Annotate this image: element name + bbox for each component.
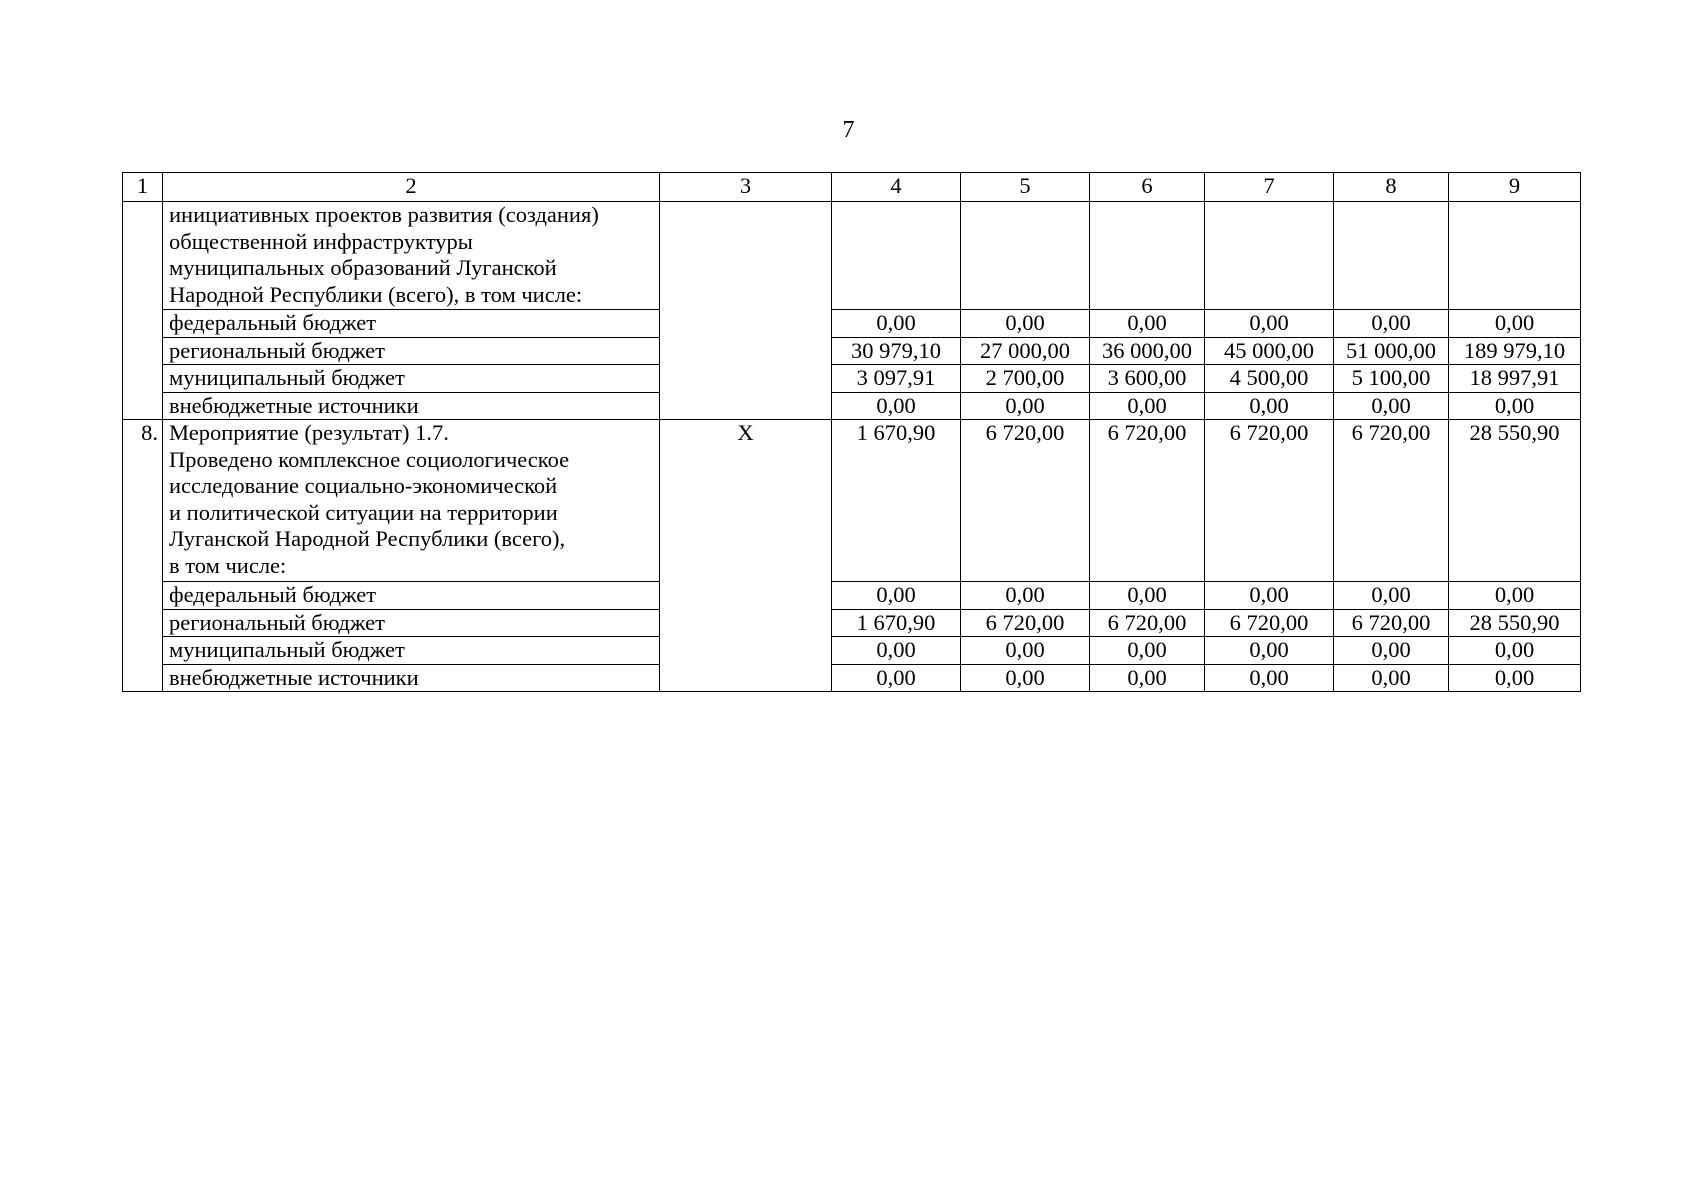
funding-source-label: муниципальный бюджет bbox=[163, 365, 660, 393]
table-row bbox=[123, 420, 1581, 582]
value-cell: 6 720,00 bbox=[1090, 420, 1205, 582]
value-cell: 6 720,00 bbox=[1334, 609, 1449, 637]
value-cell: 0,00 bbox=[1205, 664, 1334, 692]
value-cell: 0,00 bbox=[1449, 637, 1581, 665]
value-cell: 1 670,90 bbox=[832, 609, 961, 637]
value-cell: 0,00 bbox=[1090, 392, 1205, 420]
value-cell: 36 000,00 bbox=[1090, 337, 1205, 365]
description-line: муниципальных образований Луганской bbox=[169, 255, 557, 280]
value-cell: 0,00 bbox=[1090, 310, 1205, 338]
row-number: 8. bbox=[123, 420, 163, 692]
value-cell: 0,00 bbox=[961, 664, 1090, 692]
description-line: Народной Республики (всего), в том числе: bbox=[169, 281, 583, 307]
value-cell bbox=[832, 202, 961, 310]
value-cell: 45 000,00 bbox=[1205, 337, 1334, 365]
description-line: Мероприятие (результат) 1.7. bbox=[169, 420, 449, 445]
value-cell: 1 670,90 bbox=[832, 420, 961, 582]
table-row bbox=[123, 310, 1581, 338]
value-cell: 0,00 bbox=[1449, 310, 1581, 338]
funding-source-label: муниципальный бюджет bbox=[163, 637, 660, 665]
value-cell bbox=[1090, 202, 1205, 310]
value-cell: 51 000,00 bbox=[1334, 337, 1449, 365]
description-line: Проведено комплексное социологическое bbox=[169, 446, 570, 472]
budget-table bbox=[122, 172, 1581, 692]
value-cell: 0,00 bbox=[1090, 637, 1205, 665]
description-line: в том числе: bbox=[169, 552, 287, 578]
value-cell: 0,00 bbox=[1449, 664, 1581, 692]
col3-cell: Х bbox=[660, 420, 832, 692]
description-line: общественной инфраструктуры bbox=[169, 228, 473, 254]
value-cell: 30 979,10 bbox=[832, 337, 961, 365]
table-row bbox=[123, 664, 1581, 692]
value-cell: 27 000,00 bbox=[961, 337, 1090, 365]
value-cell: 6 720,00 bbox=[1205, 609, 1334, 637]
table-row bbox=[123, 582, 1581, 610]
table-row bbox=[123, 337, 1581, 365]
value-cell: 189 979,10 bbox=[1449, 337, 1581, 365]
header-cell: 4 bbox=[832, 173, 961, 202]
value-cell: 4 500,00 bbox=[1205, 365, 1334, 393]
value-cell bbox=[1449, 202, 1581, 310]
value-cell: 0,00 bbox=[1205, 392, 1334, 420]
header-cell: 5 bbox=[961, 173, 1090, 202]
value-cell: 0,00 bbox=[961, 637, 1090, 665]
value-cell: 0,00 bbox=[1205, 582, 1334, 610]
header-cell: 1 bbox=[123, 173, 163, 202]
funding-source-label: внебюджетные источники bbox=[163, 664, 660, 692]
table-row bbox=[123, 392, 1581, 420]
value-cell: 0,00 bbox=[1205, 310, 1334, 338]
funding-source-label: федеральный бюджет bbox=[163, 582, 660, 610]
value-cell: 0,00 bbox=[1090, 582, 1205, 610]
value-cell: 0,00 bbox=[961, 310, 1090, 338]
value-cell: 6 720,00 bbox=[1334, 420, 1449, 582]
page-number: 7 bbox=[842, 117, 855, 143]
header-cell: 6 bbox=[1090, 173, 1205, 202]
value-cell: 0,00 bbox=[1334, 637, 1449, 665]
value-cell: 6 720,00 bbox=[1205, 420, 1334, 582]
value-cell: 0,00 bbox=[961, 392, 1090, 420]
value-cell: 0,00 bbox=[832, 310, 961, 338]
value-cell: 2 700,00 bbox=[961, 365, 1090, 393]
header-cell: 7 bbox=[1205, 173, 1334, 202]
value-cell: 0,00 bbox=[1449, 392, 1581, 420]
value-cell: 0,00 bbox=[832, 582, 961, 610]
value-cell: 28 550,90 bbox=[1449, 609, 1581, 637]
item-description bbox=[163, 420, 660, 582]
value-cell: 6 720,00 bbox=[961, 609, 1090, 637]
header-cell: 3 bbox=[660, 173, 832, 202]
value-cell: 0,00 bbox=[1334, 582, 1449, 610]
value-cell: 0,00 bbox=[1334, 310, 1449, 338]
value-cell: 0,00 bbox=[832, 664, 961, 692]
header-cell: 2 bbox=[163, 173, 660, 202]
value-cell: 3 600,00 bbox=[1090, 365, 1205, 393]
value-cell: 0,00 bbox=[1334, 392, 1449, 420]
description-line: инициативных проектов развития (создания) bbox=[169, 202, 599, 227]
table-row bbox=[123, 365, 1581, 393]
row-number bbox=[123, 202, 163, 420]
value-cell: 3 097,91 bbox=[832, 365, 961, 393]
funding-source-label: региональный бюджет bbox=[163, 609, 660, 637]
value-cell: 0,00 bbox=[832, 392, 961, 420]
header-cell: 8 bbox=[1334, 173, 1449, 202]
header-cell: 9 bbox=[1449, 173, 1581, 202]
funding-source-label: региональный бюджет bbox=[163, 337, 660, 365]
table-row bbox=[123, 637, 1581, 665]
table-header-row bbox=[123, 173, 1581, 202]
funding-source-label: внебюджетные источники bbox=[163, 392, 660, 420]
value-cell: 0,00 bbox=[1449, 582, 1581, 610]
table-row bbox=[123, 609, 1581, 637]
value-cell: 0,00 bbox=[961, 582, 1090, 610]
value-cell: 5 100,00 bbox=[1334, 365, 1449, 393]
col3-cell bbox=[660, 202, 832, 420]
table-row bbox=[123, 202, 1581, 310]
item-description bbox=[163, 202, 660, 310]
value-cell: 6 720,00 bbox=[1090, 609, 1205, 637]
value-cell: 0,00 bbox=[832, 637, 961, 665]
description-line: исследование социально-экономической bbox=[169, 473, 558, 498]
description-line: и политической ситуации на территории bbox=[169, 499, 558, 525]
value-cell: 0,00 bbox=[1205, 637, 1334, 665]
description-line: Луганской Народной Республики (всего), bbox=[169, 526, 566, 551]
value-cell: 18 997,91 bbox=[1449, 365, 1581, 393]
value-cell bbox=[1334, 202, 1449, 310]
value-cell: 28 550,90 bbox=[1449, 420, 1581, 582]
funding-source-label: федеральный бюджет bbox=[163, 310, 660, 338]
value-cell bbox=[1205, 202, 1334, 310]
value-cell: 6 720,00 bbox=[961, 420, 1090, 582]
value-cell: 0,00 bbox=[1090, 664, 1205, 692]
value-cell: 0,00 bbox=[1334, 664, 1449, 692]
value-cell bbox=[961, 202, 1090, 310]
